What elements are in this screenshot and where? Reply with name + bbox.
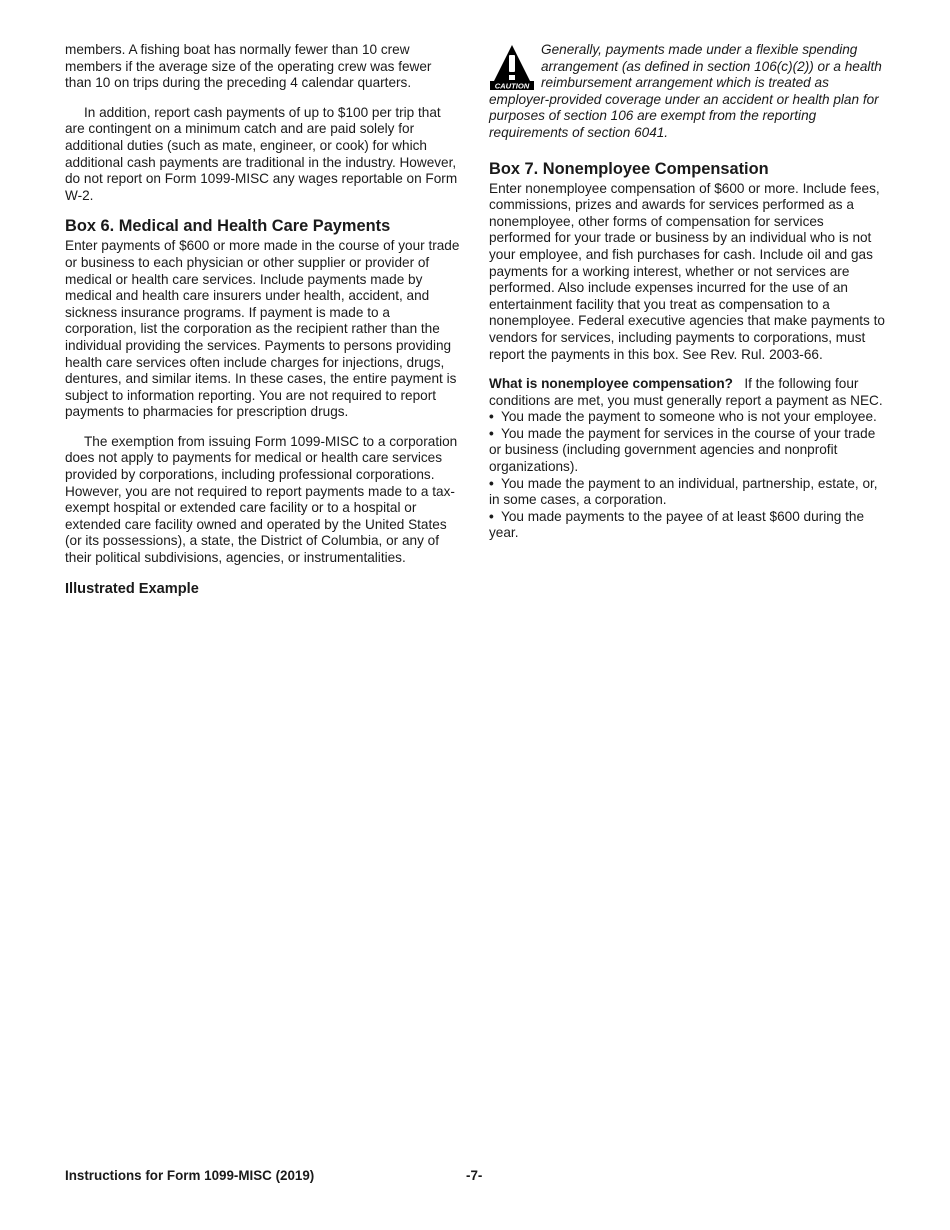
box6-para-payments: Enter payments of $600 or more made in the course of your trade or business to each physician or other supplier or provider of medical or health care services. Include payments made by medical and health care insurers under health, accident, and sickness insurance programs. If payment is made to a corporation, list the corporation as the recipient rather than the individual providing the services. Payments to persons providing health care services often include charges for injections, drugs, dentures, and similar items. In these cases, the entire payment is subject to information reporting. You are not required to report payments to pharmacies for prescription drugs.	[65, 238, 460, 420]
left-para-fishing-boat: members. A fishing boat has normally fewer than 10 crew members if the average size of the operating crew was fewer than 10 on trips during the preceding 4 calendar quarters.	[65, 42, 432, 91]
bullet-icon: •	[489, 508, 494, 524]
right-column	[489, 42, 885, 542]
caution-text: Generally, payments made under a flexible spending arrangement (as defined in section 106(c)(2)) or a health reimbursement arrangement which is treated as employer-provided coverage under an accident or health plan for purposes of section 106 are exempt from the reporting requirements of section 6041.	[489, 42, 882, 140]
footer-page-number: -7-	[466, 1168, 483, 1183]
bullet-icon: •	[489, 475, 494, 491]
nec-conditions-list	[489, 409, 885, 542]
bullet-icon: •	[489, 409, 494, 425]
nec-question: What is nonemployee compensation?	[489, 376, 733, 392]
nec-paragraph	[489, 376, 885, 409]
box7-para-compensation: Enter nonemployee compensation of $600 or more. Include fees, commissions, prizes and awards for services performed as a nonemployee, other forms of compensation for services performed for your trade or business by an individual who is not your employee, and fish purchases for cash. Include oil and gas payments for a working interest, whether or not services are performed. Also include expenses incurred for the use of an entertainment facility that you treat as compensation to a nonemployee. Federal executive agencies that make payments to vendors for services, including payments to corporations, must report the payments in this box. See Rev. Rul. 2003-66.	[489, 180, 885, 362]
left-para-cash-payments: In addition, report cash payments of up to $100 per trip that are contingent on a minimum catch and are paid solely for additional duties (such as mate, engineer, or cook) for which additional cash payments are traditional in the industry. However, do not report on Form 1099-MISC any wages reportable on Form W-2.	[65, 104, 458, 203]
bullet-text: You made the payment for services in the course of your trade or business (including government agencies and nonprofit organizations).	[489, 425, 876, 475]
caution-icon	[489, 44, 535, 90]
box7-heading: Box 7. Nonemployee Compensation	[489, 159, 769, 178]
left-column	[65, 42, 460, 598]
nec-intro: If the following four conditions are met, you must generally report a payment as NEC.	[489, 376, 883, 408]
bullet-text: You made payments to the payee of at least $600 during the year.	[489, 508, 865, 541]
caution-note	[489, 42, 885, 142]
list-item	[489, 509, 885, 542]
box6-para-exemption: The exemption from issuing Form 1099-MISC to a corporation does not apply to payments for medical or health care services provided by corporations, including professional corporations. However, you are not required to report payments made to a tax-exempt hospital or extended care facility or to a hospital or extended care facility owned and operated by the United States (or its possessions), a state, the District of Columbia, or any of their political subdivisions, agencies, or instrumentalities.	[65, 433, 458, 566]
bullet-text: You made the payment to an individual, partnership, estate, or, in some cases, a corporation.	[489, 475, 878, 508]
list-item	[489, 426, 885, 476]
caution-label: CAUTION	[494, 81, 530, 90]
bullet-icon: •	[489, 425, 494, 441]
list-item	[489, 476, 885, 509]
bullet-text: You made the payment to someone who is not your employee.	[501, 409, 877, 425]
box6-heading: Box 6. Medical and Health Care Payments	[65, 217, 391, 236]
list-item	[489, 409, 885, 426]
illustrated-example-heading: Illustrated Example	[65, 580, 199, 597]
footer-form-title: Instructions for Form 1099-MISC (2019)	[65, 1168, 315, 1183]
